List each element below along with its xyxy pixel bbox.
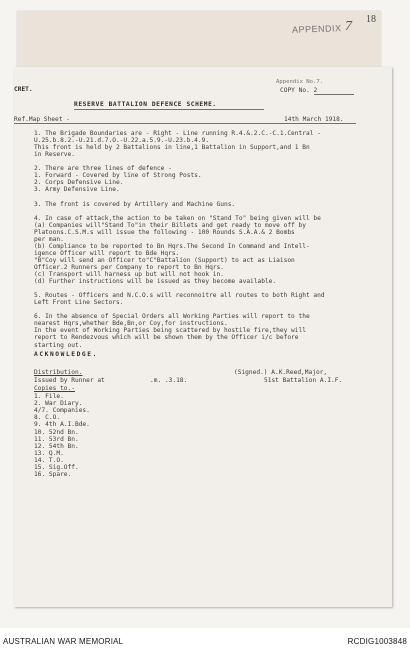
map-sheet-ref: Ref.Map Sheet - xyxy=(14,116,70,123)
copies-label: Copies to.- xyxy=(34,385,75,392)
body-line: 4. In case of attack,the action to be taken on "Stand To" being given will be xyxy=(34,214,321,222)
body-line: Platoons.C.S.M.s will issue the following - 100 Rounds S.A.A.& 2 Bombs xyxy=(34,228,295,236)
body-line: 1. The Brigade Boundaries are - Right - Line running R.4.&.2.C.-C.1.Central - xyxy=(34,130,321,137)
copy-entry: 12. 54th Bn. xyxy=(34,442,79,450)
copy-entry: 4/7. Companies. xyxy=(34,407,90,415)
copy-entry: 13. Q.M. xyxy=(34,449,64,457)
folio-number: 18 xyxy=(366,14,376,25)
body-line: starting out. xyxy=(34,341,83,349)
body-line: 5. Routes - Officers and N.C.O.s will reconnoitre all routes to both Right and xyxy=(34,292,325,300)
title-underline xyxy=(74,109,264,110)
appendix-no: Appendix No.7. xyxy=(276,79,324,85)
body-line: 1. Forward - Covered by line of Strong Posts. xyxy=(34,172,202,180)
distribution-label: Distribution. xyxy=(34,369,83,376)
copy-entry: 8. C.O. xyxy=(34,414,61,422)
body-line: (c) Transport will harness up but will not hook in. xyxy=(34,271,224,278)
body-line: 2. There are three lines of defence - xyxy=(34,165,172,173)
acknowledge-heading: ACKNOWLEDGE. xyxy=(34,351,98,358)
body-line: U.25.b.8.2.-U.21.d.7.O.-U.22.a.5.9.-U.23.b.4.9. xyxy=(34,137,210,145)
body-line: per man. xyxy=(34,235,64,243)
copy-entry: 1. File. xyxy=(34,393,64,400)
document-title: RESERVE BATTALION DEFENCE SCHEME. xyxy=(74,101,217,108)
body-line: Officer.2 Runners per Company to report to Bn Hqrs. xyxy=(34,263,224,271)
body-line: igence Officer will report to Bde Hqrs. xyxy=(34,249,180,257)
copy-entry: 11. 53rd Bn. xyxy=(34,435,79,443)
body-line: 3. The front is covered by Artillery and Machine Guns. xyxy=(34,200,236,208)
copy-entry: 15. Sig.Off. xyxy=(34,464,79,471)
issued-by: Issued by Runner at xyxy=(34,377,105,384)
body-line: 3. Army Defensive Line. xyxy=(34,186,120,194)
footer-record-id: RCDIG1003848 xyxy=(347,637,407,646)
body-line: This front is held by 2 Battalions in line,1 Battalion in Support,and 1 Bn xyxy=(34,144,310,152)
defence-scheme-page xyxy=(14,67,392,607)
copy-number-underline xyxy=(314,94,354,95)
signature-line: (Signed.) A.K.Reed,Major, xyxy=(234,369,328,376)
issued-time: .m. .3.18. xyxy=(150,377,188,384)
body-line: 2. Corps Defensive Line. xyxy=(34,179,124,187)
body-line: (a) Companies will"Stand To"in their Billets and get ready to move off by xyxy=(34,221,306,229)
signature-unit: 51st Battalion A.I.F. xyxy=(264,377,343,384)
footer-archive-name: AUSTRALIAN WAR MEMORIAL xyxy=(3,637,124,646)
body-line: nearest Hqrs,whether Bde,Bn,or Coy,for instructions. xyxy=(34,320,228,328)
body-line: (b) Compliance to be reported to Bn Hqrs.The Second In Command and Intell- xyxy=(34,242,310,250)
body-line: report to Rendezvous which will be shown them by the Officer i/c before xyxy=(34,334,299,342)
header-rule xyxy=(14,123,356,124)
body-line: (d) Further instructions will be issued as they become available. xyxy=(34,278,277,286)
copy-entry: 9. 4th A.I.Bde. xyxy=(34,421,90,429)
copy-entry: 16. Spare. xyxy=(34,471,72,479)
body-line: Left Front Line Sectors. xyxy=(34,299,124,307)
appendix-number-handwritten: 7 xyxy=(345,19,352,34)
body-line: "B"Coy will send an Officer to"C"Battalion (Support) to act as Liaison xyxy=(34,256,295,264)
document-date: 14th March 1918. xyxy=(284,116,344,123)
copy-entry: 10. 52nd Bn. xyxy=(34,428,79,436)
body-line: In the event of Working Parties being scattered by hostile fire,they will xyxy=(34,327,306,335)
copy-entry: 2. War Diary. xyxy=(34,400,83,408)
copy-number: COPY No. 2 xyxy=(280,87,318,94)
copy-entry: 14. T.O. xyxy=(34,456,64,464)
appendix-stamp: APPENDIX xyxy=(291,23,342,35)
secret-label: CRET. xyxy=(14,86,33,93)
body-line: 6. In the absence of Special Orders all Working Parties will report to the xyxy=(34,313,310,321)
body-line: in Reserve. xyxy=(34,151,75,159)
